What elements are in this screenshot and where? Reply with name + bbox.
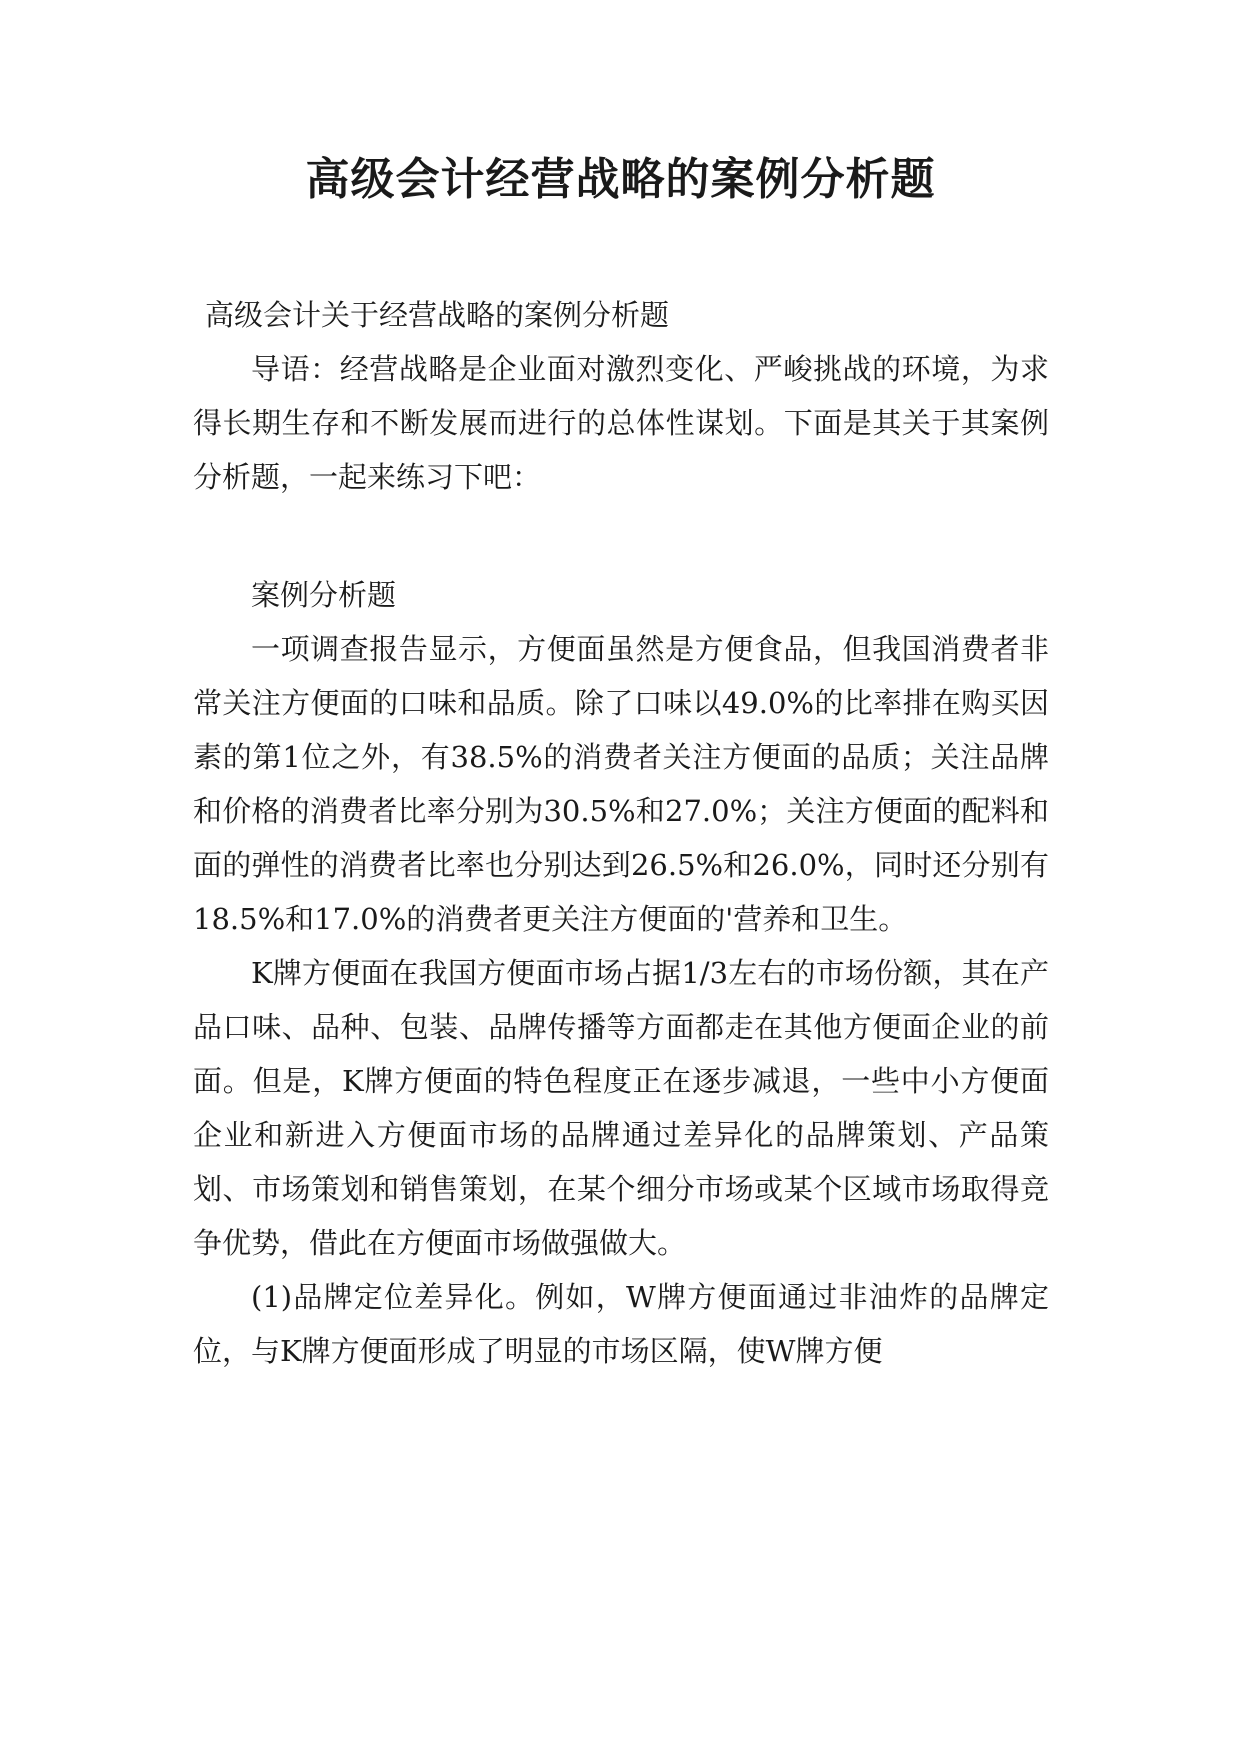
blank-line [193, 504, 1049, 558]
section-heading: 案例分析题 [251, 578, 397, 612]
document-title: 高级会计经营战略的案例分析题 [305, 154, 936, 205]
intro-paragraph: 导语：经营战略是企业面对激烈变化、严峻挑战的环境，为求得长期生存和不断发展而进行的总体性谋划。下面是其关于其案例分析题，一起来练习下吧： [193, 352, 1049, 494]
document-subtitle: 高级会计关于经营战略的案例分析题 [205, 298, 670, 332]
body-paragraph-positioning: (1)品牌定位差异化。例如，W牌方便面通过非油炸的品牌定位，与K牌方便面形成了明显的市场区隔，使W牌方便 [193, 1280, 1049, 1368]
body-paragraph-k-brand: K牌方便面在我国方便面市场占据1/3左右的市场份额，其在产品口味、品种、包装、品牌传播等方面都走在其他方便面企业的前面。但是，K牌方便面的特色程度正在逐步减退，一些中小方便面企业和新进入方便面市场的品牌通过差异化的品牌策划、产品策划、市场策划和销售策划，在某个细分市场或某个区域市场取得竞争优势，借此在方便面市场做强做大。 [193, 956, 1049, 1260]
body-paragraph-survey: 一项调查报告显示，方便面虽然是方便食品，但我国消费者非常关注方便面的口味和品质。除了口味以49.0%的比率排在购买因素的第1位之外，有38.5%的消费者关注方便面的品质；关注品牌和价格的消费者比率分别为30.5%和27.0%；关注方便面的配料和面的弹性的消费者比率也分别达到26.5%和26.0%，同时还分别有18.5%和17.0%的消费者更关注方便面的'营养和卫生。 [193, 632, 1049, 936]
document-body [193, 288, 1049, 1378]
